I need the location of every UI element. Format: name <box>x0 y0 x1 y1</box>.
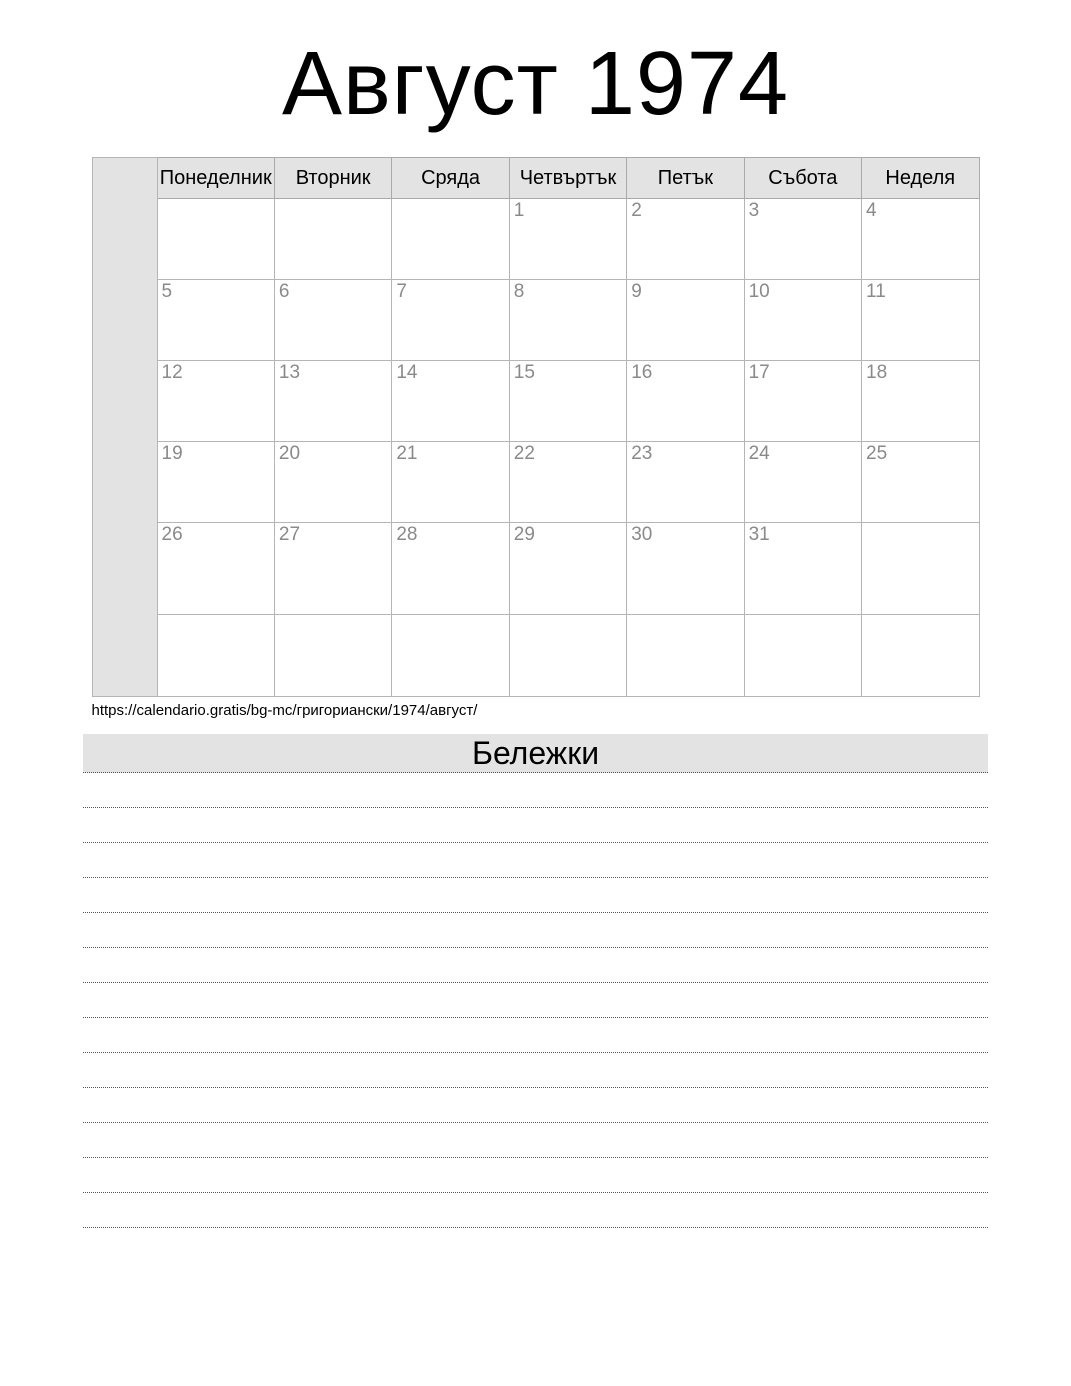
week-row-1 <box>92 199 979 280</box>
day-cell: 12 <box>157 361 274 442</box>
day-cell <box>862 523 979 615</box>
day-cell: 1 <box>509 199 626 280</box>
day-cell <box>862 615 979 697</box>
day-cell: 14 <box>392 361 509 442</box>
day-cell: 26 <box>157 523 274 615</box>
week-row-3 <box>92 361 979 442</box>
weekday-header-sunday: Неделя <box>862 158 979 199</box>
week-row-2 <box>92 280 979 361</box>
day-cell: 24 <box>744 442 861 523</box>
day-cell <box>392 199 509 280</box>
note-line <box>83 1018 988 1053</box>
day-cell: 16 <box>627 361 744 442</box>
day-cell <box>509 615 626 697</box>
day-cell: 25 <box>862 442 979 523</box>
source-url: https://calendario.gratis/bg-mc/григориански/1974/август/ <box>91 702 478 719</box>
note-line <box>83 1193 988 1228</box>
day-cell <box>157 199 274 280</box>
day-cell: 23 <box>627 442 744 523</box>
day-cell <box>157 615 274 697</box>
notes-section <box>83 734 988 1228</box>
day-cell: 31 <box>744 523 861 615</box>
day-cell: 27 <box>274 523 391 615</box>
notes-lines <box>83 773 988 1228</box>
day-cell: 21 <box>392 442 509 523</box>
day-cell: 18 <box>862 361 979 442</box>
week-row-5 <box>92 523 979 615</box>
day-cell <box>274 615 391 697</box>
week-row-4 <box>92 442 979 523</box>
note-line <box>83 843 988 878</box>
day-cell <box>392 615 509 697</box>
day-cell: 2 <box>627 199 744 280</box>
calendar-container <box>92 157 980 697</box>
day-cell <box>744 615 861 697</box>
day-cell: 19 <box>157 442 274 523</box>
day-cell: 30 <box>627 523 744 615</box>
week-row-6 <box>92 615 979 697</box>
weekday-header-friday: Петък <box>627 158 744 199</box>
calendar-table <box>92 157 980 697</box>
day-cell: 5 <box>157 280 274 361</box>
day-cell: 11 <box>862 280 979 361</box>
note-line <box>83 983 988 1018</box>
day-cell <box>627 615 744 697</box>
note-line <box>83 773 988 808</box>
day-cell: 22 <box>509 442 626 523</box>
note-line <box>83 1123 988 1158</box>
day-cell: 10 <box>744 280 861 361</box>
day-cell: 17 <box>744 361 861 442</box>
day-cell: 20 <box>274 442 391 523</box>
note-line <box>83 808 988 843</box>
day-cell: 3 <box>744 199 861 280</box>
weekday-header-tuesday: Вторник <box>274 158 391 199</box>
notes-header: Бележки <box>83 734 988 773</box>
day-cell: 29 <box>509 523 626 615</box>
day-cell: 8 <box>509 280 626 361</box>
weekday-header-thursday: Четвъртък <box>509 158 626 199</box>
day-cell: 9 <box>627 280 744 361</box>
note-line <box>83 913 988 948</box>
day-cell <box>274 199 391 280</box>
day-cell: 15 <box>509 361 626 442</box>
note-line <box>83 948 988 983</box>
weekday-header-row <box>92 158 979 199</box>
weekday-header-saturday: Събота <box>744 158 861 199</box>
day-cell: 7 <box>392 280 509 361</box>
calendar-left-strip <box>92 158 157 697</box>
note-line <box>83 878 988 913</box>
note-line <box>83 1053 988 1088</box>
weekday-header-wednesday: Сряда <box>392 158 509 199</box>
day-cell: 6 <box>274 280 391 361</box>
note-line <box>83 1088 988 1123</box>
note-line <box>83 1158 988 1193</box>
page-title: Август 1974 <box>281 34 790 134</box>
weekday-header-monday: Понеделник <box>157 158 274 199</box>
day-cell: 13 <box>274 361 391 442</box>
day-cell: 28 <box>392 523 509 615</box>
day-cell: 4 <box>862 199 979 280</box>
